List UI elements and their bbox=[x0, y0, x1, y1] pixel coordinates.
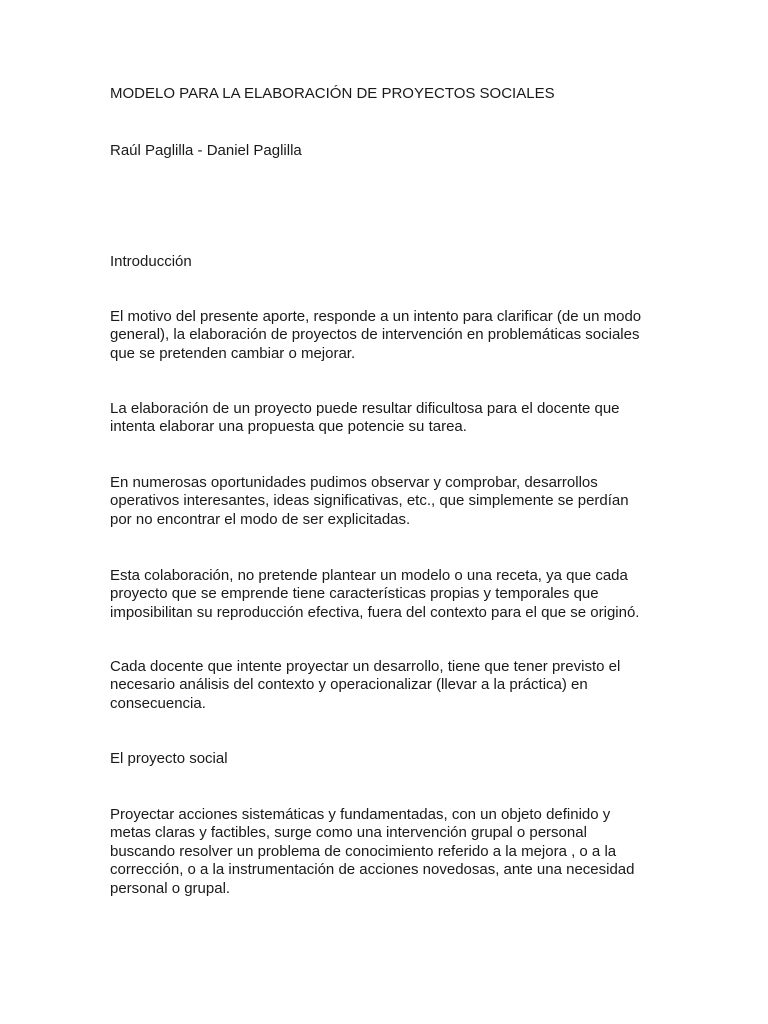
paragraph-line: que se pretenden cambiar o mejorar. bbox=[110, 344, 356, 362]
authors-line: Raúl Paglilla - Daniel Paglilla bbox=[110, 142, 302, 159]
paragraph-line: personal o grupal. bbox=[110, 879, 231, 897]
paragraph-line: buscando resolver un problema de conocimiento referido a la mejora , o a la bbox=[110, 842, 617, 860]
heading-proyecto-social bbox=[110, 750, 670, 768]
paragraph-line: imposibilitan su reproducción efectiva, fuera del contexto para el que se originó. bbox=[110, 603, 640, 621]
paragraph-line: general), la elaboración de proyectos de intervención en problemáticas sociales bbox=[110, 326, 640, 344]
heading-introduccion bbox=[110, 253, 670, 271]
paragraph-6 bbox=[110, 806, 670, 898]
paragraph-line: Proyectar acciones sistemáticas y fundamentadas, con un objeto definido y bbox=[110, 806, 611, 823]
paragraph-line: Cada docente que intente proyectar un desarrollo, tiene que tener previsto el bbox=[110, 658, 621, 675]
paragraph-line: intenta elaborar una propuesta que potencie su tarea. bbox=[110, 418, 467, 436]
document-title bbox=[110, 85, 670, 103]
paragraph-line: Esta colaboración, no pretende plantear un modelo o una receta, ya que cada bbox=[110, 567, 628, 584]
paragraph-line: La elaboración de un proyecto puede resultar dificultosa para el docente que bbox=[110, 400, 620, 417]
paragraph-5 bbox=[110, 658, 670, 713]
paragraph-4 bbox=[110, 567, 670, 622]
paragraph-line: corrección, o a la instrumentación de acciones novedosas, ante una necesidad bbox=[110, 861, 635, 879]
title-line: MODELO PARA LA ELABORACIÓN DE PROYECTOS SOCIALES bbox=[110, 85, 555, 102]
paragraph-line: En numerosas oportunidades pudimos observar y comprobar, desarrollos bbox=[110, 474, 598, 491]
paragraph-line: necesario análisis del contexto y operacionalizar (llevar a la práctica) en bbox=[110, 676, 588, 694]
paragraph-line: proyecto que se emprende tiene características propias y temporales que bbox=[110, 585, 599, 603]
paragraph-1 bbox=[110, 308, 670, 363]
paragraph-line: por no encontrar el modo de ser explicitadas. bbox=[110, 510, 411, 528]
document-authors bbox=[110, 142, 670, 160]
paragraph-line: metas claras y factibles, surge como una intervención grupal o personal bbox=[110, 824, 587, 842]
heading-line: Introducción bbox=[110, 253, 192, 270]
heading-line: El proyecto social bbox=[110, 750, 228, 767]
paragraph-3 bbox=[110, 474, 670, 529]
paragraph-2 bbox=[110, 400, 670, 437]
paragraph-line: El motivo del presente aporte, responde a un intento para clarificar (de un modo bbox=[110, 308, 642, 325]
paragraph-line: consecuencia. bbox=[110, 694, 206, 712]
paragraph-line: operativos interesantes, ideas significativas, etc., que simplemente se perdían bbox=[110, 492, 629, 510]
